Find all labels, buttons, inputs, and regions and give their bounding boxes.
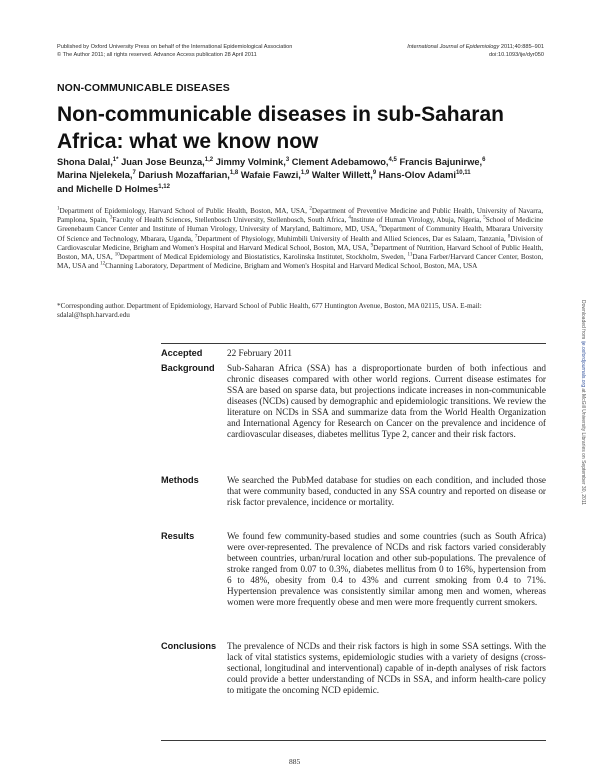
article-title: Non-communicable diseases in sub-Saharan Africa: what we know now <box>57 103 504 153</box>
affiliation-list <box>57 207 543 271</box>
author: Walter Willett,$^9$ <box>311 170 377 181</box>
journal-citation <box>304 43 544 51</box>
abstract-label: Background <box>161 363 215 373</box>
author: Hans-Olov Adami$^{10,11}$ <box>378 170 471 181</box>
download-prefix: Downloaded from <box>580 300 586 341</box>
download-suffix: at McGill University Libraries on September 30, 2011 <box>580 387 586 506</box>
journal-info <box>304 43 544 59</box>
author: Wafaie Fawzi,$^{1,9}$ <box>240 170 310 181</box>
journal-volume: 2011;40:885–901 <box>500 44 544 50</box>
abstract-label: Accepted <box>161 348 203 358</box>
author: Clement Adebamowo,$^{4,5}$ <box>291 156 397 167</box>
abstract-label: Results <box>161 531 195 541</box>
section-label: NON-COMMUNICABLE DISEASES <box>57 82 230 94</box>
affiliation: $^6$Department of Community Health, Mbarara University Of Science and Technology, Mbarara, Uganda, <box>57 225 544 243</box>
abstract-text: 22 February 2011 <box>227 348 292 358</box>
corresponding-author: *Corresponding author. Department of Epidemiology, Harvard School of Public Health, 677 Huntington Avenue, Boston, MA 02115, USA. E-mail: sdalal@hsph.harvard.edu <box>57 302 482 320</box>
author: Jimmy Volmink,$^3$ <box>215 156 290 167</box>
abstract-bottom-rule <box>161 740 546 741</box>
abstract-label: Methods <box>161 475 199 485</box>
affiliation: $^{11}$Dana Farber/Harvard Cancer Center, Boston, MA, USA and <box>57 252 543 271</box>
author: and Michelle D Holmes$^{1,12}$ <box>57 183 170 194</box>
affiliation: $^7$Department of Physiology, Muhimbili University of Health and Allied Sciences, Dar es Salaam, Tanzania, <box>194 234 506 243</box>
author: Francis Bajunirwe,$^6$ <box>399 156 486 167</box>
abstract-label: Conclusions <box>161 641 217 651</box>
affiliation: $^3$Faculty of Health Sciences, Stellenbosch University, Stellenbosch, South Africa, <box>109 215 347 225</box>
author: Juan Jose Beunza,$^{1,2}$ <box>121 156 214 167</box>
affiliation: $^1$Department of Epidemiology, Harvard School of Public Health, Boston, MA, USA, <box>57 206 307 215</box>
affiliation: $^8$Division of Cardiovascular Medicine, Brigham and Women's Hospital and Harvard Medical School, Boston, MA, USA, <box>57 234 544 252</box>
author: Dariush Mozaffarian,$^{1,8}$ <box>138 170 239 181</box>
affiliation: $^5$School of Medicine Greenebaum Cancer Center and Institute of Human Virology, University of Maryland, Baltimore, MD, USA, <box>57 215 544 234</box>
doi: doi:10.1093/ije/dyr050 <box>488 52 544 58</box>
affiliation: $^2$Department of Preventive Medicine and Public Health, University of Navarra, Pamplona, Spain, <box>57 206 544 225</box>
journal-link[interactable]: ije.oxfordjournals.org <box>580 340 586 387</box>
affiliation: $^{10}$Department of Medical Epidemiology and Biostatistics, Karolinska Institutet, Stockholm, Sweden, <box>114 252 406 262</box>
page-number: 885 <box>289 757 301 766</box>
author: Marina Njelekela,$^7$ <box>57 170 136 181</box>
affiliation: $^9$Department of Nutrition, Harvard School of Public Health, Boston, MA, USA, <box>57 243 543 262</box>
abstract-top-rule <box>161 343 546 344</box>
affiliation: $^4$Institute of Human Virology, Abuja, Nigeria, <box>348 215 482 225</box>
abstract-text: Sub-Saharan Africa (SSA) has a disproportionate burden of both infectious and chronic diseases compared with other world regions. Current disease estimates for SSA are based on sparse data, but projections indicate increases in non-communicable diseases (NCDs) caused by demographic and epidemiologic transitions. We review the literature on NCDs in SSA and summarize data from the World Health Organization and International Agency for Research on Cancer on the prevalence and incidence of cardiovascular diseases, diabetes mellitus Type 2, cancer and their risk factors. <box>227 363 546 439</box>
abstract-text: We found few community-based studies and some countries (such as South Africa) were over-represented. The prevalence of NCDs and risk factors varied considerably between countries, urban/rural location and other sub-populations. The prevalence of stroke ranged from 0.07 to 0.3%, diabetes mellitus from 0 to 16%, hypertension from 6 to 48%, obesity from 0.4 to 43% and current smoking from 0.4 to 71%. Hypertension prevalence was consistently similar among men and women, whereas women were more frequently obese and men were more frequently current smokers. <box>227 531 546 607</box>
author: Shona Dalal,$^{1*}$ <box>57 156 119 167</box>
affiliation: $^{12}$Channing Laboratory, Department of Medicine, Brigham and Women's Hospital and Harvard Medical School, Boston, MA, USA <box>100 261 478 271</box>
author-list <box>57 156 543 196</box>
copyright-line: © The Author 2011; all rights reserved. Advance Access publication 28 April 2011 <box>57 52 257 58</box>
publisher-line: Published by Oxford University Press on behalf of the International Epidemiological Association <box>57 44 293 50</box>
abstract-text: We searched the PubMed database for studies on each condition, and included those that were community based, conducted in any SSA country and reported on disease or risk factor prevalence, incidence or mortality. <box>227 475 546 507</box>
journal-name: International Journal of Epidemiology <box>407 44 500 50</box>
download-watermark <box>580 300 586 505</box>
abstract-text: The prevalence of NCDs and their risk factors is high in some SSA settings. With the lack of vital statistics systems, epidemiologic studies with a variety of designs (cross-sectional, longitudinal and interventional) capable of in-depth analyses of risk factors could provide a better understanding of NCDs in SSA, and inform health-care policy to mitigate the oncoming NCD epidemic. <box>227 641 546 695</box>
